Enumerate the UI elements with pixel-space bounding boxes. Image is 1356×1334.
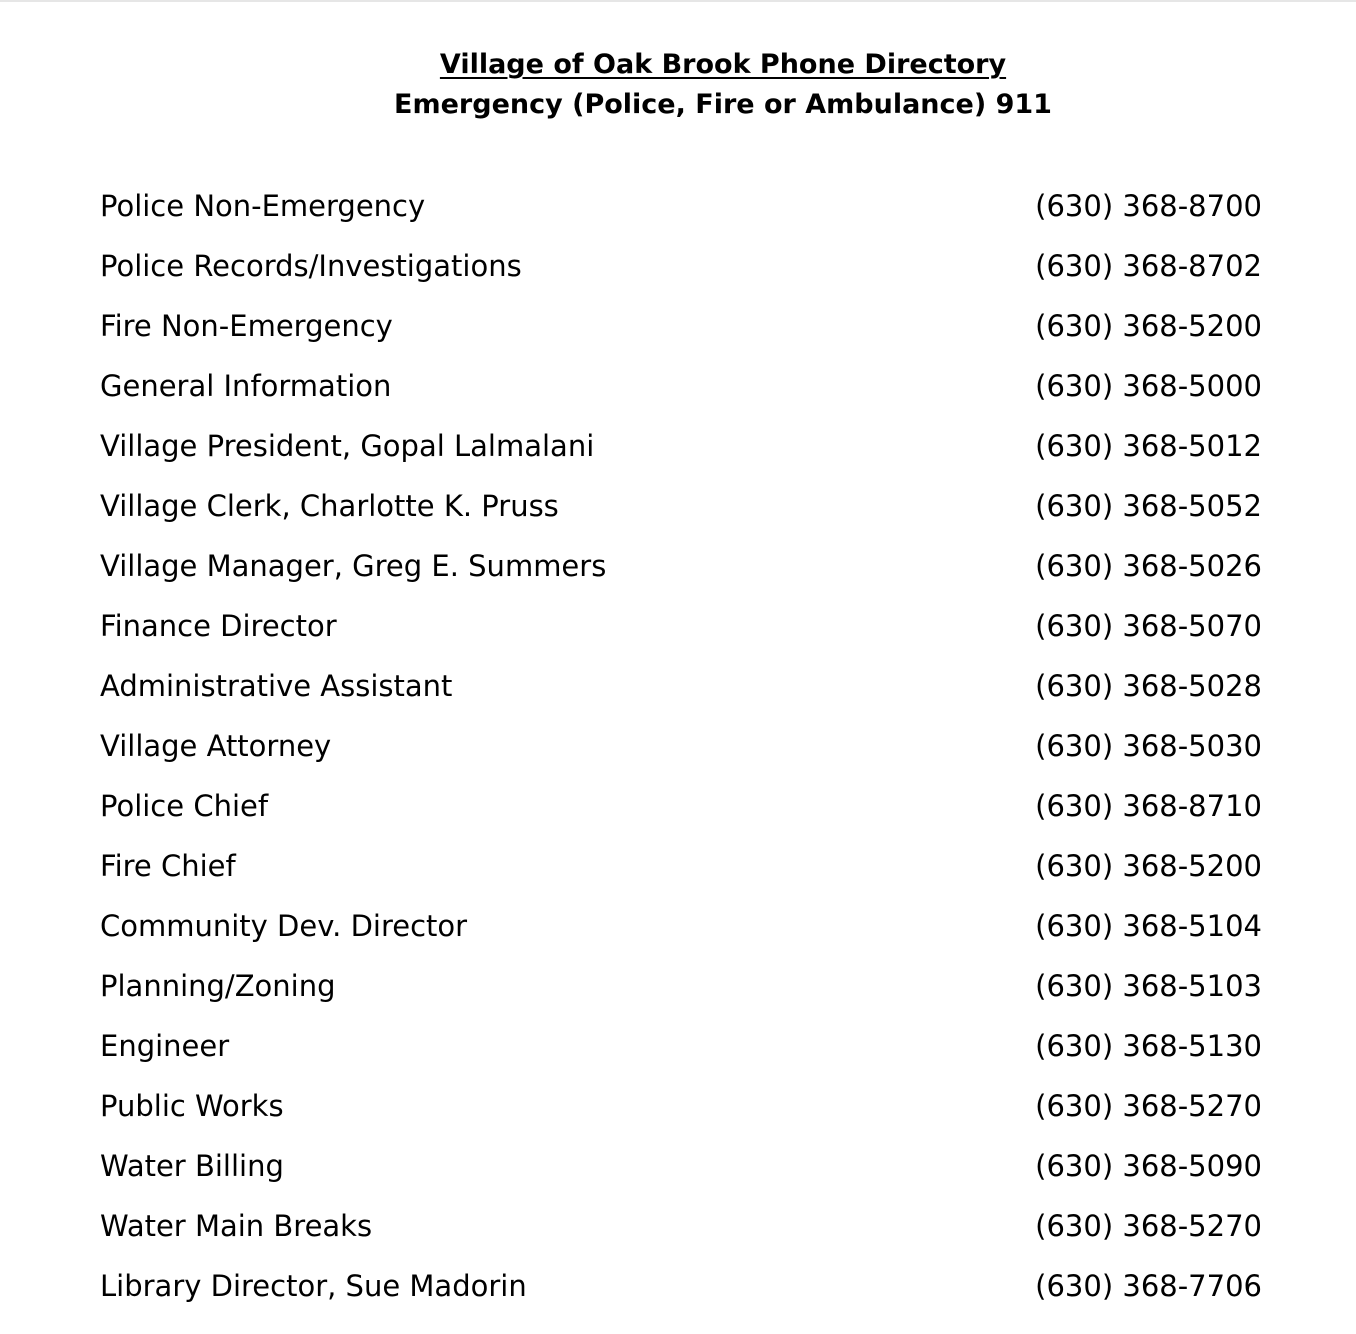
- directory-row: [100, 1256, 1262, 1316]
- directory-row: [100, 716, 1262, 776]
- phone-number: (630) 368-5270: [1035, 1209, 1262, 1243]
- page-top-border: [0, 0, 1356, 2]
- phone-number: (630) 368-5028: [1035, 669, 1262, 703]
- department-label: Village President, Gopal Lalmalani: [100, 429, 595, 463]
- phone-directory-list: [100, 176, 1262, 1316]
- department-label: Village Attorney: [100, 729, 332, 763]
- phone-number: (630) 368-5103: [1035, 969, 1262, 1003]
- directory-row: [100, 776, 1262, 836]
- directory-row: [100, 596, 1262, 656]
- directory-row: [100, 296, 1262, 356]
- directory-row: [100, 1196, 1262, 1256]
- phone-number: (630) 368-5026: [1035, 549, 1262, 583]
- phone-number: (630) 368-5090: [1035, 1149, 1262, 1183]
- directory-row: [100, 1076, 1262, 1136]
- department-label: Administrative Assistant: [100, 669, 453, 703]
- department-label: Police Non-Emergency: [100, 189, 426, 223]
- department-label: Planning/Zoning: [100, 969, 336, 1003]
- page-title: Village of Oak Brook Phone Directory: [439, 49, 1007, 80]
- department-label: Library Director, Sue Madorin: [100, 1269, 527, 1303]
- directory-row: [100, 536, 1262, 596]
- directory-row: [100, 356, 1262, 416]
- phone-number: (630) 368-5012: [1035, 429, 1262, 463]
- phone-number: (630) 368-8700: [1035, 189, 1262, 223]
- department-label: Fire Non-Emergency: [100, 309, 393, 343]
- department-label: Police Chief: [100, 789, 269, 823]
- phone-number: (630) 368-5104: [1035, 909, 1262, 943]
- directory-row: [100, 656, 1262, 716]
- directory-row: [100, 956, 1262, 1016]
- phone-number: (630) 368-5000: [1035, 369, 1262, 403]
- directory-row: [100, 896, 1262, 956]
- phone-number: (630) 368-8702: [1035, 249, 1262, 283]
- phone-number: (630) 368-5052: [1035, 489, 1262, 523]
- department-label: Water Main Breaks: [100, 1209, 373, 1243]
- department-label: Public Works: [100, 1089, 284, 1123]
- directory-row: [100, 236, 1262, 296]
- department-label: Fire Chief: [100, 849, 236, 883]
- phone-number: (630) 368-5270: [1035, 1089, 1262, 1123]
- directory-row: [100, 1136, 1262, 1196]
- department-label: Police Records/Investigations: [100, 249, 522, 283]
- phone-number: (630) 368-5200: [1035, 309, 1262, 343]
- directory-header: [0, 45, 1356, 125]
- phone-number: (630) 368-5070: [1035, 609, 1262, 643]
- phone-number: (630) 368-5200: [1035, 849, 1262, 883]
- department-label: General Information: [100, 369, 392, 403]
- phone-number: (630) 368-7706: [1035, 1269, 1262, 1303]
- phone-number: (630) 368-5130: [1035, 1029, 1262, 1063]
- directory-row: [100, 476, 1262, 536]
- directory-row: [100, 836, 1262, 896]
- directory-row: [100, 176, 1262, 236]
- department-label: Finance Director: [100, 609, 337, 643]
- department-label: Community Dev. Director: [100, 909, 468, 943]
- department-label: Village Manager, Greg E. Summers: [100, 549, 607, 583]
- department-label: Engineer: [100, 1029, 230, 1063]
- phone-number: (630) 368-5030: [1035, 729, 1262, 763]
- directory-row: [100, 416, 1262, 476]
- directory-row: [100, 1016, 1262, 1076]
- phone-number: (630) 368-8710: [1035, 789, 1262, 823]
- department-label: Village Clerk, Charlotte K. Pruss: [100, 489, 559, 523]
- department-label: Water Billing: [100, 1149, 284, 1183]
- emergency-notice: Emergency (Police, Fire or Ambulance) 911: [394, 89, 1052, 120]
